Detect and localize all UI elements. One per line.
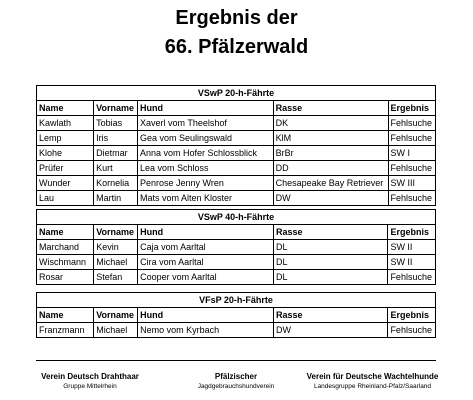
cell-hund: Anna vom Hofer Schlossblick: [137, 146, 273, 161]
page-title-line-2: 66. Pfälzerwald: [164, 36, 309, 58]
cell-name: Rosar: [37, 270, 94, 285]
footer-club-group: Jagdgebrauchshundverein: [197, 383, 275, 390]
cell-name: Klohe: [37, 146, 94, 161]
footer-club-2: [176, 371, 296, 391]
results-table-vswp-20h: [36, 85, 436, 206]
column-header-ergebnis: Ergebnis: [388, 101, 435, 116]
table-row: [37, 191, 435, 206]
table-heading: VFsP 20-h-Fährte: [37, 293, 435, 308]
cell-rasse: BrBr: [273, 146, 388, 161]
cell-hund: Lea vom Schloss: [137, 161, 273, 176]
footer-club-name: Verein für Deutsche Wachtelhunde: [306, 372, 439, 381]
table-header-row: [37, 101, 435, 116]
column-header-ergebnis: Ergebnis: [388, 308, 435, 323]
column-header-rasse: Rasse: [274, 308, 388, 323]
cell-ergebnis: SW II: [388, 255, 435, 270]
cell-ergebnis: Fehlsuche: [390, 325, 432, 335]
column-header-hund: Hund: [137, 101, 273, 116]
table-row: [37, 176, 435, 191]
table-row: [37, 240, 435, 255]
cell-ergebnis: Fehlsuche: [390, 272, 432, 282]
column-header-rasse: Rasse: [274, 225, 388, 240]
table-row: [37, 323, 435, 338]
column-header-hund: Hund: [138, 308, 274, 323]
cell-ergebnis: Fehlsuche: [390, 193, 433, 203]
cell-ergebnis: SW II: [388, 240, 435, 255]
cell-vorname: Michael: [94, 323, 138, 338]
table-row: [37, 116, 435, 131]
footer-club-name: Pfälzischer: [214, 372, 258, 381]
cell-name: Wunder: [37, 176, 94, 191]
cell-vorname: Kurt: [94, 161, 138, 176]
table-row: [37, 146, 435, 161]
column-header-hund: Hund: [138, 225, 274, 240]
cell-hund: Nemo vom Kyrbach: [138, 323, 274, 338]
column-header-rasse: Rasse: [273, 101, 388, 116]
footer-divider: [36, 360, 436, 361]
cell-name: Marchand: [37, 240, 94, 255]
footer-club-name: Verein Deutsch Drahthaar: [41, 372, 139, 381]
cell-name: Lau: [37, 191, 94, 206]
cell-rasse: Chesapeake Bay Retriever: [273, 176, 388, 191]
cell-rasse: DW: [273, 191, 388, 206]
cell-ergebnis: Fehlsuche: [388, 161, 435, 176]
cell-rasse: KlM: [273, 131, 388, 146]
footer-club-1: [30, 371, 150, 391]
cell-vorname: Michael: [94, 255, 138, 270]
column-header-vorname: Vorname: [94, 101, 138, 116]
column-header-vorname: Vorname: [94, 225, 138, 240]
cell-rasse: DK: [273, 116, 388, 131]
cell-hund: Cooper vom Aarltal: [138, 270, 274, 285]
cell-ergebnis: SW I: [388, 146, 435, 161]
table-row: [37, 131, 435, 146]
cell-vorname: Martin: [94, 191, 138, 206]
cell-hund: Penrose Jenny Wren: [137, 176, 273, 191]
cell-name: Lemp: [37, 131, 94, 146]
cell-rasse: DL: [274, 270, 388, 285]
table-row: [37, 270, 435, 285]
cell-ergebnis: SW III: [388, 176, 435, 191]
table-heading: VSwP 40-h-Fährte: [37, 210, 435, 225]
footer-club-3: [300, 371, 445, 391]
footer-club-group: Gruppe Mittelrhein: [63, 383, 117, 390]
column-header-name: Name: [37, 101, 94, 116]
cell-name: Franzmann: [37, 323, 94, 338]
column-header-name: Name: [37, 225, 94, 240]
cell-hund: Caja vom Aarltal: [138, 240, 274, 255]
column-header-vorname: Vorname: [94, 308, 138, 323]
column-header-name: Name: [37, 308, 94, 323]
table-row: [37, 255, 435, 270]
cell-vorname: Stefan: [94, 270, 138, 285]
cell-ergebnis: Fehlsuche: [388, 131, 435, 146]
cell-rasse: DW: [274, 323, 388, 338]
column-header-ergebnis: Ergebnis: [388, 225, 435, 240]
table-header-row: [37, 225, 435, 240]
cell-hund: Cira vom Aarltal: [138, 255, 274, 270]
cell-hund: Mats vom Alten Kloster: [137, 191, 273, 206]
cell-vorname: Iris: [94, 131, 138, 146]
page-title-line-1: Ergebnis der: [175, 7, 298, 29]
results-table-vfsp-20h: [36, 292, 436, 338]
cell-ergebnis: Fehlsuche: [388, 116, 435, 131]
cell-vorname: Dietmar: [94, 146, 138, 161]
cell-vorname: Tobias: [94, 116, 138, 131]
cell-name: Wischmann: [37, 255, 94, 270]
cell-hund: Xaverl vom Theelshof: [137, 116, 273, 131]
cell-rasse: DD: [273, 161, 388, 176]
cell-hund: Gea vom Seulingswald: [137, 131, 273, 146]
cell-vorname: Kornelia: [94, 176, 138, 191]
results-table-vswp-40h: [36, 209, 436, 285]
cell-rasse: DL: [274, 240, 388, 255]
table-header-row: [37, 308, 435, 323]
cell-rasse: DL: [274, 255, 388, 270]
cell-name: Prüfer: [37, 161, 94, 176]
table-row: [37, 161, 435, 176]
footer-club-group: Landesgruppe Rheinland-Pfalz/Saarland: [313, 383, 432, 390]
table-heading: VSwP 20-h-Fährte: [37, 86, 435, 101]
cell-vorname: Kevin: [94, 240, 138, 255]
cell-name: Kawlath: [37, 116, 94, 131]
